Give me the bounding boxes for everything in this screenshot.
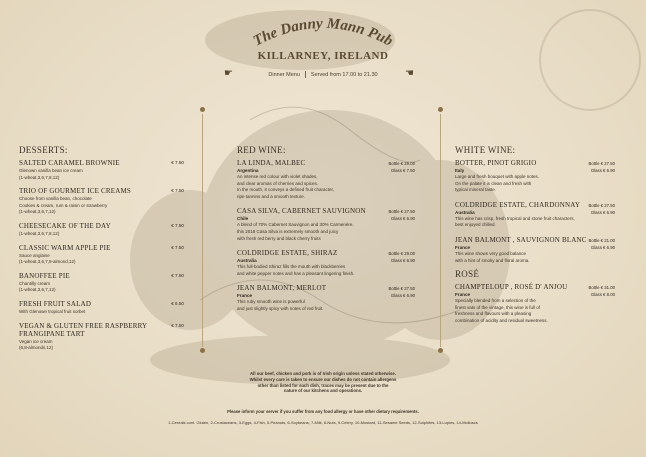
glass-price: Glass € 8.00 <box>590 292 615 298</box>
divider-dot <box>200 348 205 353</box>
item-name: CLASSIC WARM APPLE PIE <box>19 243 111 252</box>
glass-price: Glass € 6.90 <box>390 258 415 264</box>
section-title: RED WINE: <box>237 145 286 155</box>
item-desc: Chantilly cream <box>19 280 51 286</box>
item-desc: finest vats of the vintage, this wine is full of <box>455 304 541 310</box>
wine-item <box>237 159 415 199</box>
item-desc: With Glenown tropical fruit sorbet <box>19 308 86 314</box>
allergy-inform: Please inform your server if you suffer from any food allergy or have other dietary requirements. <box>227 409 419 414</box>
item-name: SALTED CARAMEL BROWNIE <box>19 159 120 167</box>
bottle-price: Bottle € 31.00 <box>588 285 615 291</box>
wine-region: Italy <box>455 168 465 173</box>
bottle-price: Bottle € 27.50 <box>388 286 415 292</box>
column-divider <box>440 114 441 347</box>
item-desc: Glenown vanilla bean ice cream <box>19 168 83 173</box>
pointing-hand-icon: ☚ <box>405 68 414 79</box>
item-desc: An intense red colour with violet shades, <box>237 174 318 179</box>
item-name: COLDRIDGE ESTATE, SHIRAZ <box>237 249 338 258</box>
wine-region: Argentina <box>237 168 259 173</box>
wine-prices <box>388 208 415 222</box>
item-desc: and just slightly spicy with notes of red fruit. <box>237 305 324 311</box>
menu-type: Dinner Menu <box>268 71 300 78</box>
divider-dot <box>200 107 205 112</box>
item-desc: Specially blended from a selection of the <box>455 298 536 304</box>
wine-item <box>455 201 615 228</box>
wine-item <box>237 207 415 241</box>
column-divider <box>202 114 203 347</box>
svg-text:The Danny Mann Pub <box>251 16 396 50</box>
menu-item <box>19 159 184 180</box>
item-name: VEGAN & GLUTEN FREE RASPBERRY FRANGIPANE TART <box>19 321 148 338</box>
section-title-rose: ROSÉ <box>455 269 480 280</box>
item-desc: ripe tannins and a smooth texture. <box>237 193 306 199</box>
served-hours: Served from 17.00 to 21.30 <box>310 71 378 78</box>
item-desc: and white pepper notes and has a pleasant lingering finish. <box>237 270 355 276</box>
wine-region: Chile <box>237 216 249 222</box>
wine-item <box>237 249 415 276</box>
item-desc: best enjoyed chilled. <box>455 222 496 228</box>
item-desc: This ruby smooth wine is powerful <box>237 299 305 305</box>
item-price: € 7.50 <box>171 222 184 228</box>
white-wine-section <box>455 145 615 331</box>
pub-name: The Danny Mann Pub <box>250 15 396 50</box>
item-price: € 7.50 <box>171 188 184 194</box>
wine-region: France <box>455 244 471 250</box>
bottle-price: Bottle € 27.50 <box>588 202 615 208</box>
wine-item <box>455 283 615 323</box>
item-allergens: (6,8-almonds,12) <box>19 345 54 351</box>
item-name: BANOFFEE PIE <box>19 271 70 280</box>
item-desc: Large and fresh bouquet with apple notes. <box>455 174 540 179</box>
menu-info <box>0 71 646 78</box>
divider-dot <box>438 107 443 112</box>
wine-region: Australia <box>237 258 257 264</box>
bottle-price: Bottle € 29.00 <box>388 161 415 166</box>
bottle-price: Bottle € 29.00 <box>388 251 415 257</box>
item-desc: and clear aromas of cherries and spices. <box>237 180 319 186</box>
item-price: € 7.50 <box>171 244 184 250</box>
item-desc: Vegan ice cream <box>19 338 53 344</box>
wine-prices <box>388 250 415 264</box>
item-allergens: (1-wheat,3,6,7,12) <box>19 287 56 293</box>
wine-prices <box>588 160 615 174</box>
item-name: JEAN BALMONT , SAUVIGNON BLANC <box>455 235 587 244</box>
item-price: € 6.50 <box>171 300 184 306</box>
menu-item <box>19 272 184 293</box>
wine-prices <box>388 285 415 299</box>
item-desc: This wine has crisp, fresh tropical and stone fruit characters, <box>455 215 575 221</box>
note-line: Whilst every care is taken to ensure our dishes do not contain allergens <box>249 376 397 382</box>
item-name: COLDRIDGE ESTATE, CHARDONNAY <box>455 200 581 209</box>
item-desc: typical mineral taste. <box>455 187 497 193</box>
menu-item <box>19 244 184 265</box>
item-price: € 7.50 <box>171 322 184 328</box>
note-line: All our beef, chicken and pork is of Irish origin unless stated otherwise. <box>250 371 396 376</box>
wine-region: France <box>237 293 253 299</box>
red-wine-section <box>237 145 415 319</box>
note-line: nature of our kitchens and operations. <box>283 388 363 394</box>
item-desc: A blend of 70% Cabernet Sauvignon and 30% Carmenère, <box>237 222 354 228</box>
location: KILLARNEY, IRELAND <box>257 50 389 62</box>
wine-item <box>455 159 615 193</box>
pointing-hand-icon: ☛ <box>224 68 233 79</box>
menu-item <box>19 322 184 351</box>
item-desc: Sauce anglaise <box>19 252 50 258</box>
bottle-price: Bottle € 27.50 <box>588 161 615 166</box>
glass-price: Glass € 6.90 <box>390 293 415 299</box>
item-allergens: (1-wheat,3,6,7,8-almond,12) <box>19 259 76 265</box>
menu-item <box>19 300 184 315</box>
origin-note <box>0 371 646 394</box>
item-desc: this 2018 Casa Silva is extremely smooth and juicy <box>237 228 339 234</box>
section-title: DESSERTS: <box>19 145 68 155</box>
item-allergens: (1-wheat,3,6,7,12) <box>19 209 56 215</box>
section-title: WHITE WINE: <box>455 145 516 155</box>
glass-price: Glass € 6.90 <box>590 168 615 173</box>
wine-prices <box>388 160 415 174</box>
desserts-section <box>19 145 184 358</box>
glass-price: Glass € 7.50 <box>390 168 415 173</box>
bottle-price: Bottle € 27.50 <box>388 209 415 215</box>
item-desc: Cookies & cream, rum & raisin or strawberry <box>19 202 108 208</box>
item-desc: This wine shows very good balance <box>455 250 527 256</box>
item-desc: with a hint of smoky and floral aroma. <box>455 257 530 263</box>
item-name: FRESH FRUIT SALAD <box>19 299 92 308</box>
item-price: € 7.50 <box>171 160 184 165</box>
item-allergens: (1-wheat,3,6,7,8,12) <box>19 230 60 236</box>
wine-item <box>455 236 615 263</box>
glass-price: Glass € 6.90 <box>590 209 615 215</box>
wine-region: France <box>455 292 471 298</box>
wine-prices <box>588 284 615 298</box>
item-name: CHEESECAKE OF THE DAY <box>19 221 111 230</box>
divider-dot <box>438 348 443 353</box>
allergen-legend: 1-Cereals cont. Gluten, 2-Crustaceans, 3-Eggs, 4-Fish, 5-Peanuts, 6-Soybeans, 7-Milk, 8-Nuts, 9-Celery, 10-Mustard, 11-Sesame Seeds, 12-Sulphites, 13-Lupins, 14-Molluscs <box>168 420 478 425</box>
item-desc: freshness and flavours with a pleasing <box>455 311 532 317</box>
note-line: other than listed for each dish, traces may be present due to the <box>257 382 389 388</box>
menu-item <box>19 187 184 215</box>
item-allergens: (1-wheat,3,6,7,8,12) <box>19 174 60 180</box>
menu-item <box>19 222 184 237</box>
item-name: CASA SILVA, CABERNET SAUVIGNON <box>237 207 366 216</box>
glass-price: Glass € 6.90 <box>390 216 415 222</box>
item-name: BOTTER, PINOT GRIGIO <box>455 159 537 167</box>
item-name: LA LINDA, MALBEC <box>237 159 306 167</box>
wine-prices <box>588 237 615 251</box>
wine-prices <box>588 202 615 216</box>
wine-item <box>237 284 415 311</box>
item-desc: In the mouth, it conveys a defined fruit character, <box>237 187 335 193</box>
item-desc: On the palate it is clean and fresh with <box>455 180 532 186</box>
item-name: TRIO OF GOURMET ICE CREAMS <box>19 187 132 196</box>
item-desc: Choose from vanilla bean, chocolate <box>19 196 92 202</box>
item-desc: with fresh red berry and black cherry fruits <box>237 235 321 241</box>
item-desc: combination of acidity and residual sweetness. <box>455 317 548 323</box>
glass-price: Glass € 6.90 <box>590 244 615 250</box>
item-desc: This full-bodied Shiraz fills the mouth with blackberries <box>237 264 346 270</box>
item-price: € 7.50 <box>171 272 184 278</box>
bottle-price: Bottle € 21.00 <box>588 237 615 243</box>
wine-region: Australia <box>455 209 475 215</box>
item-name: CHAMPTELOUP , ROSÉ D' ANJOU <box>455 283 568 292</box>
item-name: JEAN BALMONT, MERLOT <box>237 284 327 293</box>
